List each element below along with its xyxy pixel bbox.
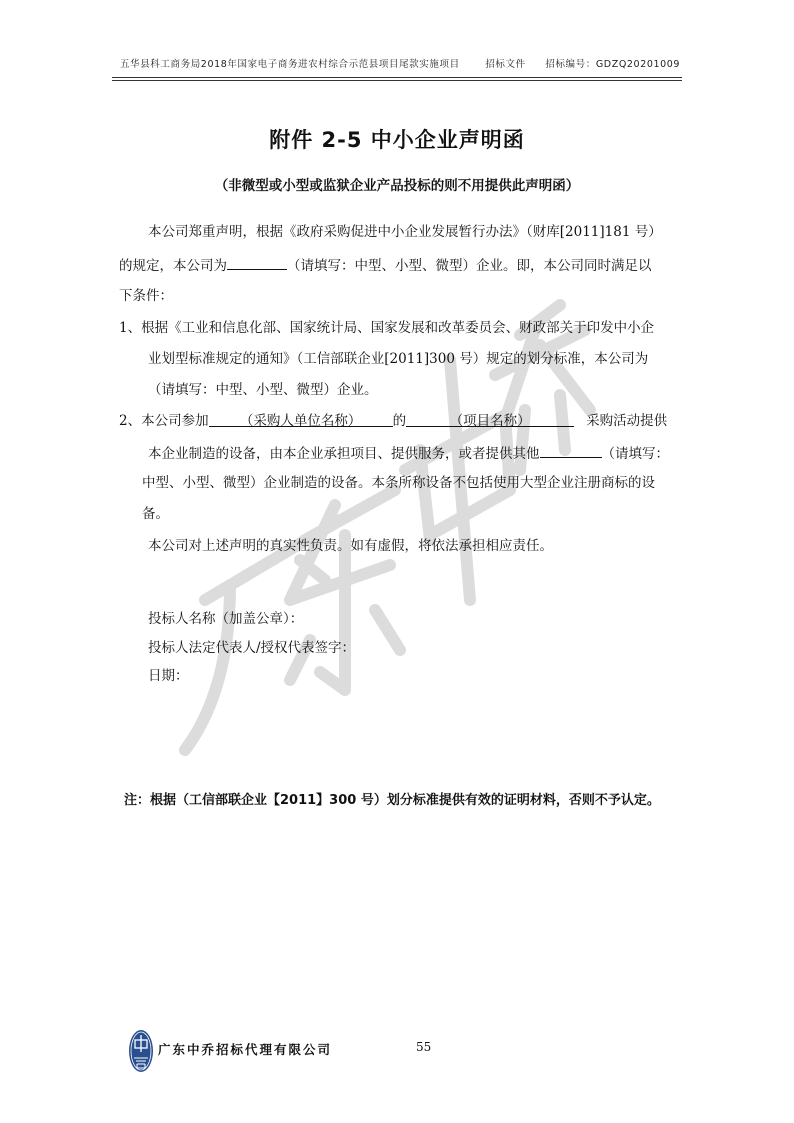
header-rule-thick [112, 77, 682, 78]
header-document-type: 招标文件 [485, 59, 526, 70]
paragraph-1-line-2 [119, 254, 652, 276]
header-rule-thin [112, 80, 682, 81]
purchaser-name-blank [209, 411, 393, 427]
page-title: 附件 2-5 中小企业声明函 [269, 128, 525, 152]
condition-2-line-1-end: 采购活动提供 [586, 413, 668, 429]
condition-1-line-1: 1、根据《工业和信息化部、国家统计局、国家发展和改革委员会、财政部关于印发中小企 [119, 320, 655, 336]
condition-1-line-3: （请填写：中型、小型、微型）企业。 [148, 382, 378, 398]
company-logo-icon [127, 1028, 155, 1074]
page-subtitle: （非微型或小型或监狱企业产品投标的则不用提供此声明函） [214, 178, 580, 194]
header-project-name: 五华县科工商务局2018年国家电子商务进农村综合示范县项目尾款实施项目 [120, 59, 460, 70]
condition-2-line-2-start: 本企业制造的设备，由本企业承担项目、提供服务，或者提供其他 [148, 446, 540, 462]
condition-2-line-1 [119, 411, 667, 431]
paragraph-1-line-1: 本公司郑重声明，根据《政府采购促进中小企业发展暂行办法》（财库[2011]181 号） [148, 224, 662, 240]
condition-2-of: 的 [392, 413, 407, 429]
page-number: 55 [416, 1040, 432, 1054]
condition-2-line-2 [148, 442, 669, 464]
date-label: 日期： [148, 668, 189, 684]
bidder-name-label: 投标人名称（加盖公章）： [148, 611, 304, 627]
condition-2-line-2-end: （请填写： [601, 446, 669, 462]
project-name-hint: （项目名称） [449, 413, 531, 429]
purchaser-name-hint: （采购人单位名称） [239, 413, 362, 429]
paragraph-1-line-2-end: （请填写：中型、小型、微型）企业。即，本公司同时满足以 [287, 258, 652, 274]
condition-1-line-2: 业划型标准规定的通知》（工信部联企业[2011]300 号）规定的划分标准，本公司为 [148, 351, 649, 367]
running-header [120, 56, 680, 70]
footer-company-name: 广东中乔招标代理有限公司 [158, 1042, 333, 1057]
representative-signature-label: 投标人法定代表人/授权代表签字： [148, 640, 356, 656]
condition-2-line-1-start: 2、本公司参加 [119, 413, 209, 429]
paragraph-1-line-3: 下条件： [119, 288, 173, 304]
project-name-blank [406, 411, 574, 427]
other-enterprise-type-blank [540, 442, 602, 458]
header-tender-number: 招标编号：GDZQ20201009 [545, 59, 681, 70]
condition-2-line-3: 中型、小型、微型）企业制造的设备。本条所称设备不包括使用大型企业注册商标的设 [142, 475, 655, 491]
paragraph-1-line-2-start: 的规定，本公司为 [119, 258, 227, 274]
paragraph-3: 本公司对上述声明的真实性负责。如有虚假，将依法承担相应责任。 [148, 538, 553, 554]
enterprise-type-blank [227, 254, 287, 270]
footnote: 注：根据（工信部联企业【2011】300 号）划分标准提供有效的证明材料，否则不予认定。 [124, 793, 660, 808]
condition-2-line-4: 备。 [142, 506, 169, 522]
